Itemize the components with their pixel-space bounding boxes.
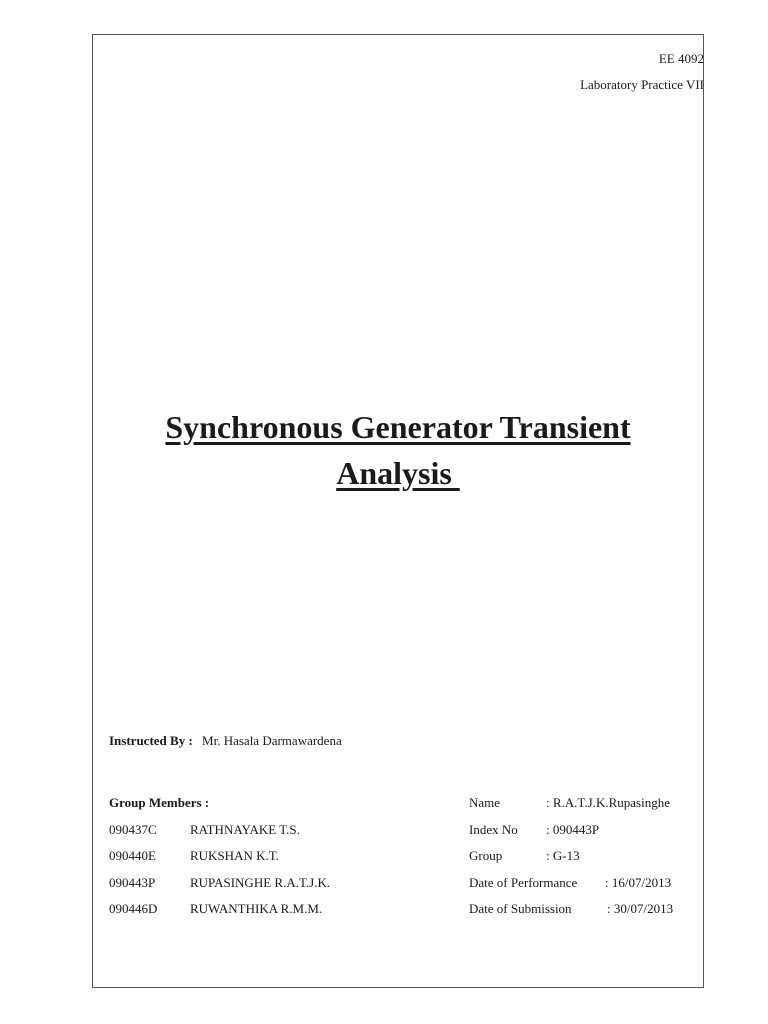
report-title-line-2: Analysis	[336, 455, 460, 491]
group-members-heading: Group Members :	[109, 795, 210, 810]
report-title	[92, 404, 704, 496]
member-name: RATHNAYAKE T.S.	[190, 822, 300, 837]
instructor-line	[109, 733, 342, 749]
instructor-name: Mr. Hasala Darmawardena	[202, 733, 342, 748]
member-name: RUWANTHIKA R.M.M.	[190, 901, 323, 916]
member-name: RUKSHAN K.T.	[190, 848, 279, 863]
member-index: 090437C	[109, 822, 157, 837]
member-row	[109, 848, 409, 866]
info-label: Group	[469, 848, 503, 863]
info-value: : G-13	[546, 848, 580, 863]
info-group-row	[469, 848, 709, 866]
info-value: : 16/07/2013	[605, 875, 672, 890]
instructor-label: Instructed By :	[109, 733, 193, 748]
member-index: 090443P	[109, 875, 156, 890]
course-code: EE 4092	[658, 51, 704, 66]
member-row	[109, 875, 409, 893]
info-label: Name	[469, 795, 501, 810]
info-performance-date-row	[469, 875, 709, 893]
info-index-row	[469, 822, 709, 840]
member-index: 090440E	[109, 848, 156, 863]
lab-title: Laboratory Practice VII	[580, 77, 704, 92]
info-label: Date of Performance	[469, 875, 578, 890]
info-submission-date-row	[469, 901, 709, 919]
info-label: Index No	[469, 822, 518, 837]
info-value: : 30/07/2013	[607, 901, 674, 916]
info-label: Date of Submission	[469, 901, 572, 916]
report-title-line-1: Synchronous Generator Transient	[165, 409, 631, 445]
info-name-row	[469, 795, 709, 813]
info-value: : R.A.T.J.K.Rupasinghe	[546, 795, 670, 810]
page-border	[92, 34, 704, 988]
info-value: : 090443P	[546, 822, 600, 837]
member-row	[109, 901, 409, 919]
member-row	[109, 822, 409, 840]
member-index: 090446D	[109, 901, 158, 916]
member-name: RUPASINGHE R.A.T.J.K.	[190, 875, 331, 890]
